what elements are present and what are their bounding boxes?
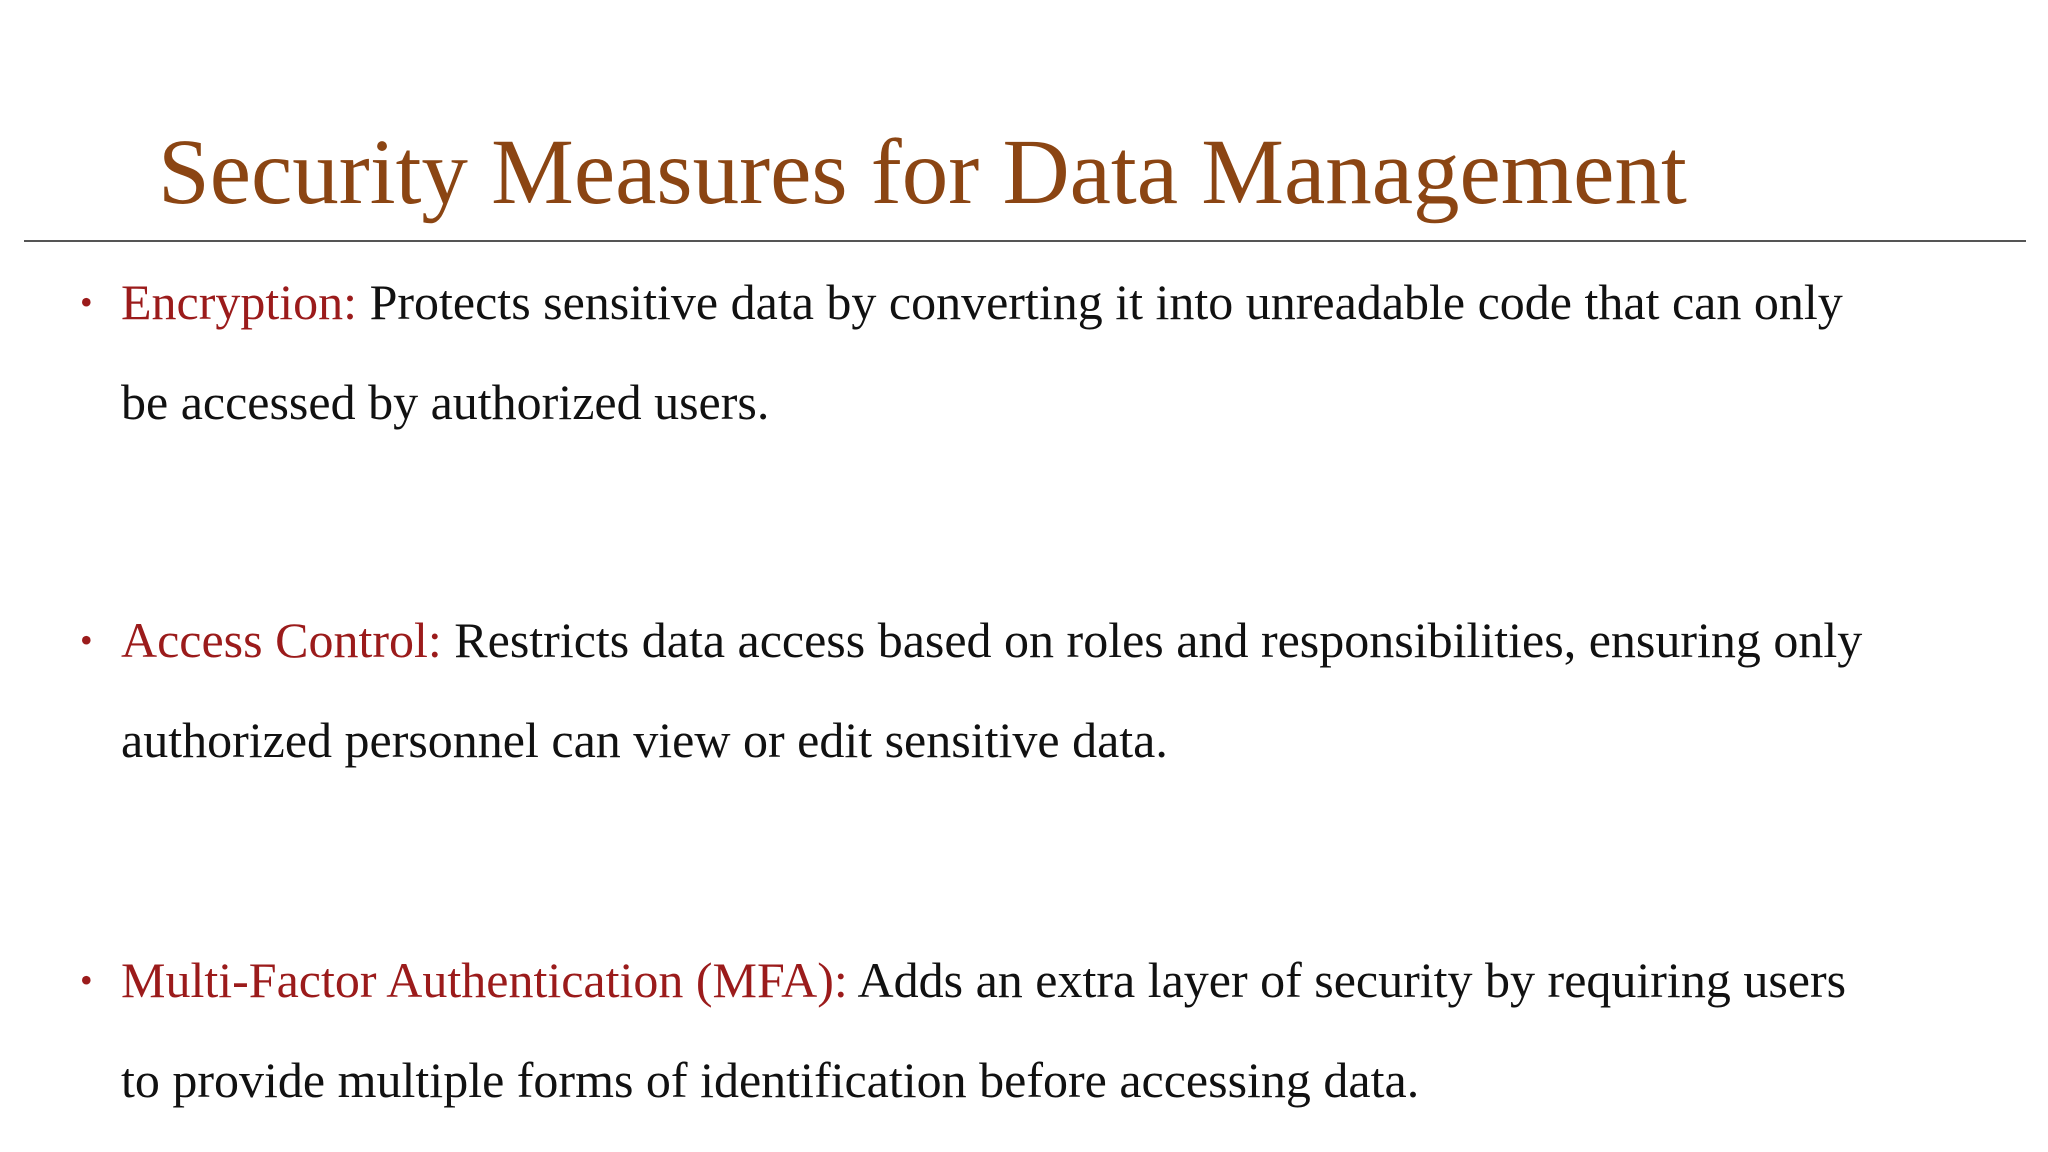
bullet-dot-icon: • (80, 960, 93, 1000)
bullet-description: Restricts data access based on roles and responsibilities, ensuring only authorized personnel can view or edit sensitive data. (121, 612, 1863, 768)
slide-title: Security Measures for Data Management (158, 121, 1687, 224)
bullet-text (121, 252, 1871, 452)
bullet-term: Access Control: (121, 612, 442, 668)
bullet-term: Encryption: (121, 274, 358, 330)
bullet-dot-icon: • (80, 282, 93, 322)
bullet-description: Protects sensitive data by converting it into unreadable code that can only be accessed by authorized users. (121, 274, 1843, 430)
bullet-dot-icon: • (80, 620, 93, 660)
bullet-text (121, 930, 1871, 1130)
bullet-text (121, 590, 1871, 790)
bullet-description: Adds an extra layer of security by requiring users to provide multiple forms of identification before accessing data. (121, 952, 1847, 1108)
bullet-term: Multi-Factor Authentication (MFA): (121, 952, 848, 1008)
